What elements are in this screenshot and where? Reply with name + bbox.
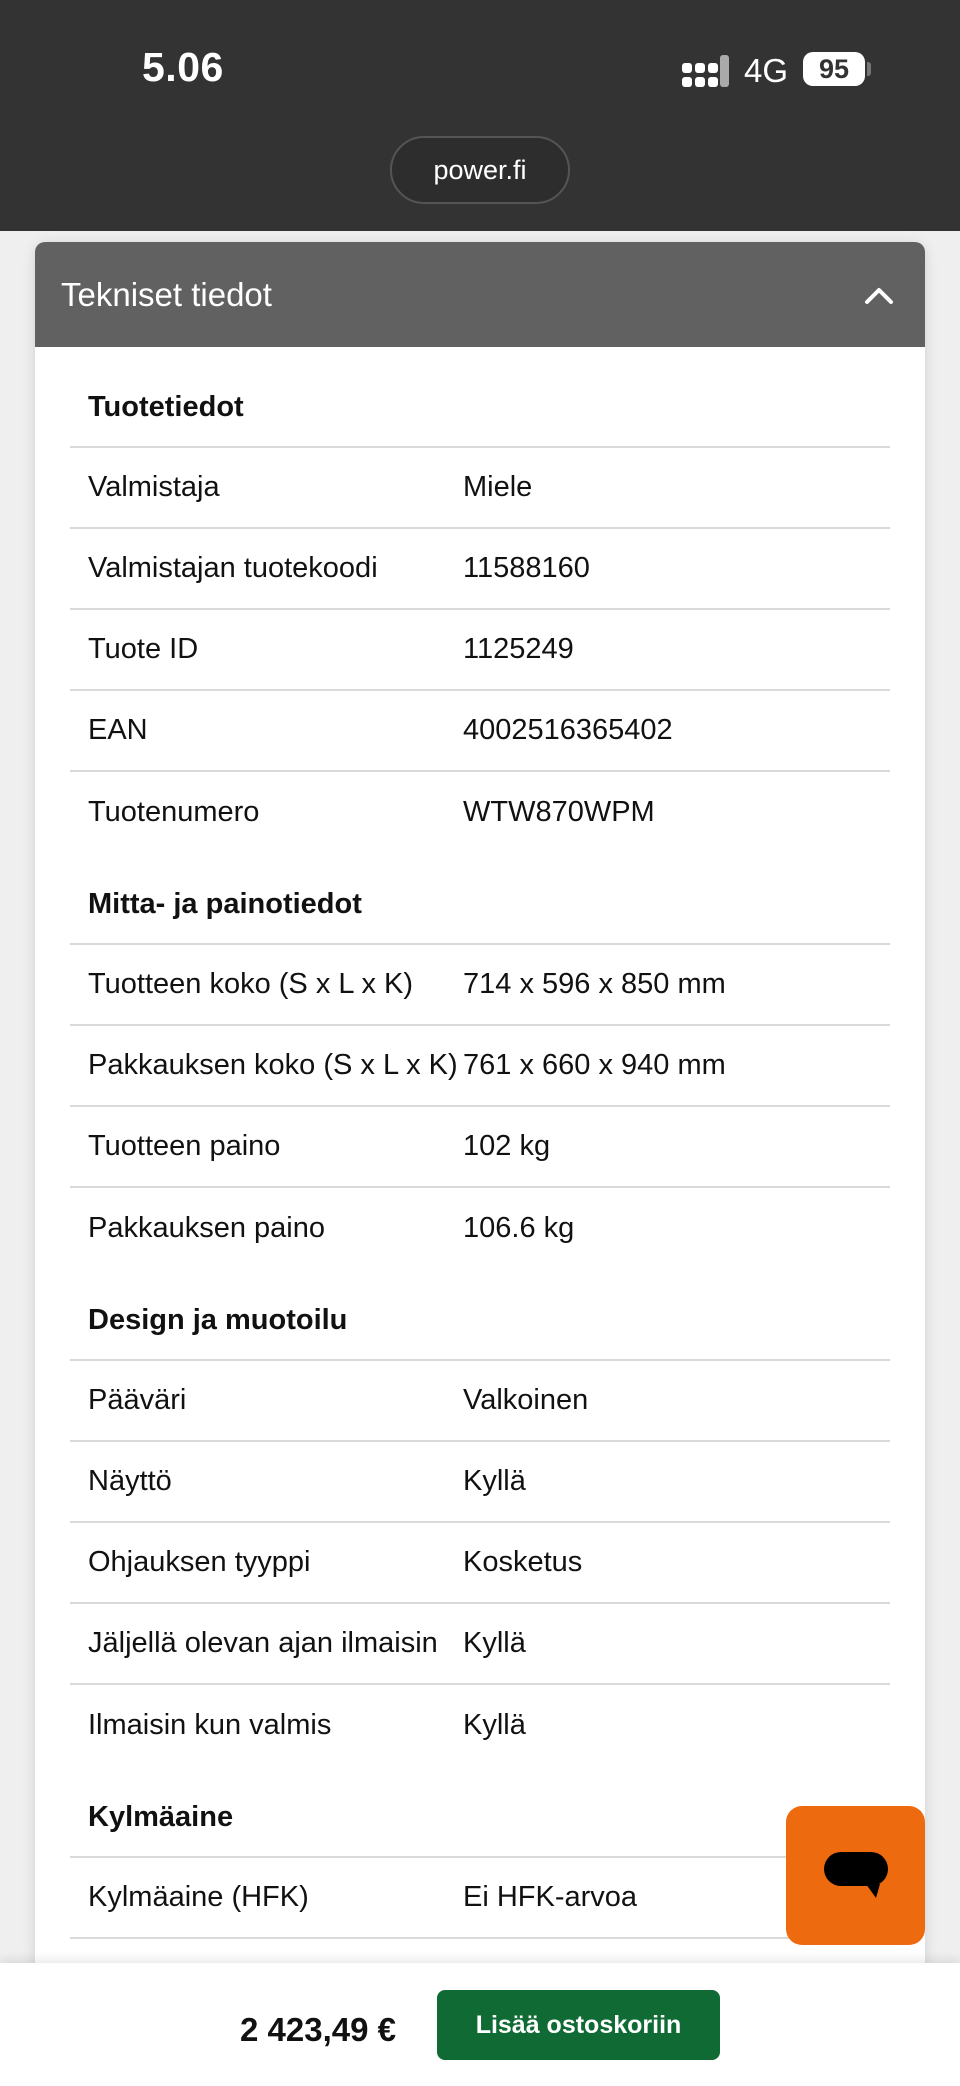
spec-value: Miele (463, 471, 533, 503)
spec-row (70, 691, 890, 772)
spec-value: 11588160 (463, 552, 590, 584)
section-title: Mitta- ja painotiedot (70, 853, 890, 945)
spec-value: Valkoinen (463, 1384, 589, 1416)
product-price: 2 423,49 € (240, 2011, 396, 2048)
spec-value: 714 x 596 x 850 mm (463, 968, 726, 1000)
spec-row (70, 1442, 890, 1523)
spec-label: Ohjauksen tyyppi (88, 1546, 311, 1578)
spec-value: 761 x 660 x 940 mm (463, 1049, 726, 1081)
spec-value: Kyllä (463, 1465, 526, 1497)
spec-label: Tuotenumero (88, 796, 260, 828)
spec-label: Kylmäaine (HFK) (88, 1881, 309, 1913)
spec-value: 102 kg (463, 1130, 551, 1162)
spec-value: Kosketus (463, 1546, 583, 1578)
spec-value: 106.6 kg (463, 1212, 575, 1244)
spec-row (70, 1604, 890, 1685)
battery-icon: 95 (803, 52, 865, 86)
status-time: 5.06 (142, 44, 224, 90)
tech-specs-header[interactable] (35, 242, 925, 347)
battery-tip (867, 62, 871, 76)
spec-label: EAN (88, 714, 148, 746)
spec-label: Ilmaisin kun valmis (88, 1709, 332, 1741)
chat-button[interactable] (786, 1806, 925, 1945)
chevron-up-icon[interactable] (859, 275, 899, 315)
spec-label: Tuotteen paino (88, 1130, 281, 1162)
section-title: Design ja muotoilu (70, 1269, 890, 1361)
spec-row (70, 448, 890, 529)
network-type: 4G (744, 52, 789, 89)
tech-specs-panel (35, 242, 925, 2002)
url-bar[interactable]: power.fi (390, 136, 570, 204)
spec-label: Valmistaja (88, 471, 220, 503)
spec-label: Tuotteen koko (S x L x K) (88, 968, 414, 1000)
status-bar (0, 0, 960, 231)
spec-row (70, 1685, 890, 1766)
spec-label: Pakkauksen koko (S x L x K) (88, 1049, 458, 1081)
spec-row (70, 1361, 890, 1442)
spec-row (70, 1523, 890, 1604)
spec-row (70, 529, 890, 610)
spec-label: Näyttö (88, 1465, 172, 1497)
section-title: Tuotetiedot (70, 347, 890, 448)
spec-row (70, 1858, 890, 1939)
spec-label: Pääväri (88, 1384, 187, 1416)
spec-row (70, 1188, 890, 1269)
spec-row (70, 610, 890, 691)
spec-value: 4002516365402 (463, 714, 673, 746)
signal-icon (682, 55, 730, 89)
spec-row (70, 1026, 890, 1107)
spec-row (70, 772, 890, 853)
spec-label: Jäljellä olevan ajan ilmaisin (88, 1627, 438, 1659)
spec-value: Kyllä (463, 1709, 526, 1741)
purchase-bar (0, 1963, 960, 2086)
spec-label: Pakkauksen paino (88, 1212, 325, 1244)
spec-value: Ei HFK-arvoa (463, 1881, 638, 1913)
spec-value: 1125249 (463, 633, 574, 665)
spec-row (70, 1107, 890, 1188)
spec-label: Tuote ID (88, 633, 199, 665)
section-title: Kylmäaine (70, 1766, 890, 1858)
spec-row (70, 945, 890, 1026)
spec-label: Valmistajan tuotekoodi (88, 552, 378, 584)
chat-bubble-icon (822, 1850, 890, 1902)
spec-value: Kyllä (463, 1627, 526, 1659)
panel-title: Tekniset tiedot (61, 275, 272, 313)
spec-value: WTW870WPM (463, 796, 655, 828)
spec-list (35, 347, 925, 1939)
add-to-cart-button[interactable]: Lisää ostoskoriin (437, 1990, 720, 2060)
